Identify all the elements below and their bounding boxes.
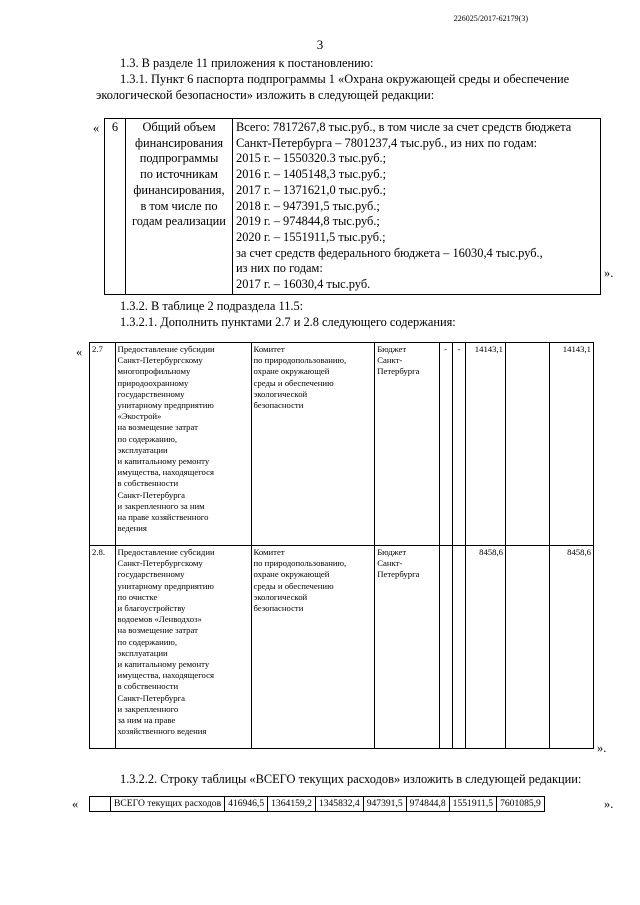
- row-executor: Комитет по природопользованию, охране окружающей среды и обеспечению экологической безопасности: [251, 546, 375, 749]
- row-total: 8458,6: [549, 546, 593, 749]
- row-y2017: 14143,1: [466, 343, 506, 546]
- paragraph-1-3-2-1: 1.3.2.1. Дополнить пунктами 2.7 и 2.8 следующего содержания:: [120, 315, 456, 329]
- row-y2017: 8458,6: [466, 546, 506, 749]
- item-content: Всего: 7817267,8 тыс.руб., в том числе за счет средств бюджета Санкт-Петербурга – 7801237,4 тыс.руб., из них по годам: 2015 г. – 1550320.3 тыс.руб.; 2016 г. – 1405148,3 тыс.руб.; 2017 г. – 1371621,0 тыс.руб.; 2018 г. – 947391,5 тыс.руб.; 2019 г. – 974844,8 тыс.руб.; 2020 г. – 1551911,5 тыс.руб.; за счет средств федерального бюджета – 16030,4 тыс.руб., из них по годам: 2017 г. – 16030,4 тыс.руб.: [233, 119, 601, 295]
- document-number: 226025/2017-62179(3): [453, 14, 528, 23]
- row-number: 2.8.: [90, 546, 116, 749]
- table-row: [105, 119, 601, 295]
- paragraph-1-3: 1.3. В разделе 11 приложения к постановлению:: [120, 56, 374, 70]
- empty-cell: [90, 797, 111, 812]
- row-source: Бюджет Санкт- Петербурга: [375, 343, 439, 546]
- row-name: Предоставление субсидии Санкт-Петербургскому государственному унитарному предприятию по очистке и благоустройству водоемов «Ленводхоз» на возмещение затрат по содержанию, эксплуатации и капитальному ремонту имущества, находящегося в собственности Санкт-Петербурга и закрепленного за ним на праве хозяйственного ведения: [115, 546, 251, 749]
- page-number: 3: [316, 37, 324, 52]
- row-y2018: [506, 343, 550, 546]
- row-y2016: -: [452, 343, 465, 546]
- row-y2018: [506, 546, 550, 749]
- total-row-table: [89, 796, 545, 812]
- row-source: Бюджет Санкт- Петербурга: [375, 546, 439, 749]
- paragraph-1-3-2: 1.3.2. В таблице 2 подраздела 11.5:: [120, 299, 304, 313]
- item-label: Общий объем финансирования подпрограммы по источникам финансирования, в том числе по годам реализации: [126, 119, 233, 295]
- total-value: 1551911,5: [449, 797, 496, 812]
- open-quote-3: «: [72, 797, 79, 811]
- total-value: 1345832,4: [315, 797, 363, 812]
- total-value: 974844,8: [406, 797, 449, 812]
- close-quote-1: ».: [604, 266, 614, 280]
- total-value: 1364159,2: [268, 797, 316, 812]
- total-label: ВСЕГО текущих расходов: [111, 797, 225, 812]
- row-total: 14143,1: [549, 343, 593, 546]
- row-executor: Комитет по природопользованию, охране окружающей среды и обеспечению экологической безопасности: [251, 343, 375, 546]
- row-number: 2.7: [90, 343, 116, 546]
- table-row: [90, 797, 545, 812]
- row-name: Предоставление субсидии Санкт-Петербургскому многопрофильному природоохранному государственному унитарному предприятию «Экострой» на возмещение затрат по содержанию, эксплуатации и капитальному ремонту имущества, находящегося в собственности Санкт-Петербурга и закрепленного за ним на праве хозяйственного ведения: [115, 343, 251, 546]
- paragraph-1-3-2-2: 1.3.2.2. Строку таблицы «ВСЕГО текущих расходов» изложить в следующей редакции:: [120, 772, 582, 786]
- close-quote-2: ».: [597, 741, 607, 755]
- paragraph-1-3-1: 1.3.1. Пункт 6 паспорта подпрограммы 1 «Охрана окружающей среды и обеспечение: [120, 72, 570, 86]
- row-y2016: [452, 546, 465, 749]
- open-quote-1: «: [93, 121, 100, 135]
- open-quote-2: «: [76, 345, 83, 359]
- item-number: 6: [105, 119, 126, 295]
- total-value: 416946,5: [225, 797, 268, 812]
- total-value: 7601085,9: [497, 797, 545, 812]
- table-row: [90, 546, 594, 749]
- table-row: [90, 343, 594, 546]
- measures-table: [89, 342, 594, 749]
- row-y2015: [439, 546, 452, 749]
- paragraph-1-3-1-cont: экологической безопасности» изложить в следующей редакции:: [96, 88, 435, 102]
- row-y2015: -: [439, 343, 452, 546]
- total-value: 947391,5: [363, 797, 406, 812]
- close-quote-3: ».: [604, 797, 614, 811]
- passport-table: [104, 118, 601, 295]
